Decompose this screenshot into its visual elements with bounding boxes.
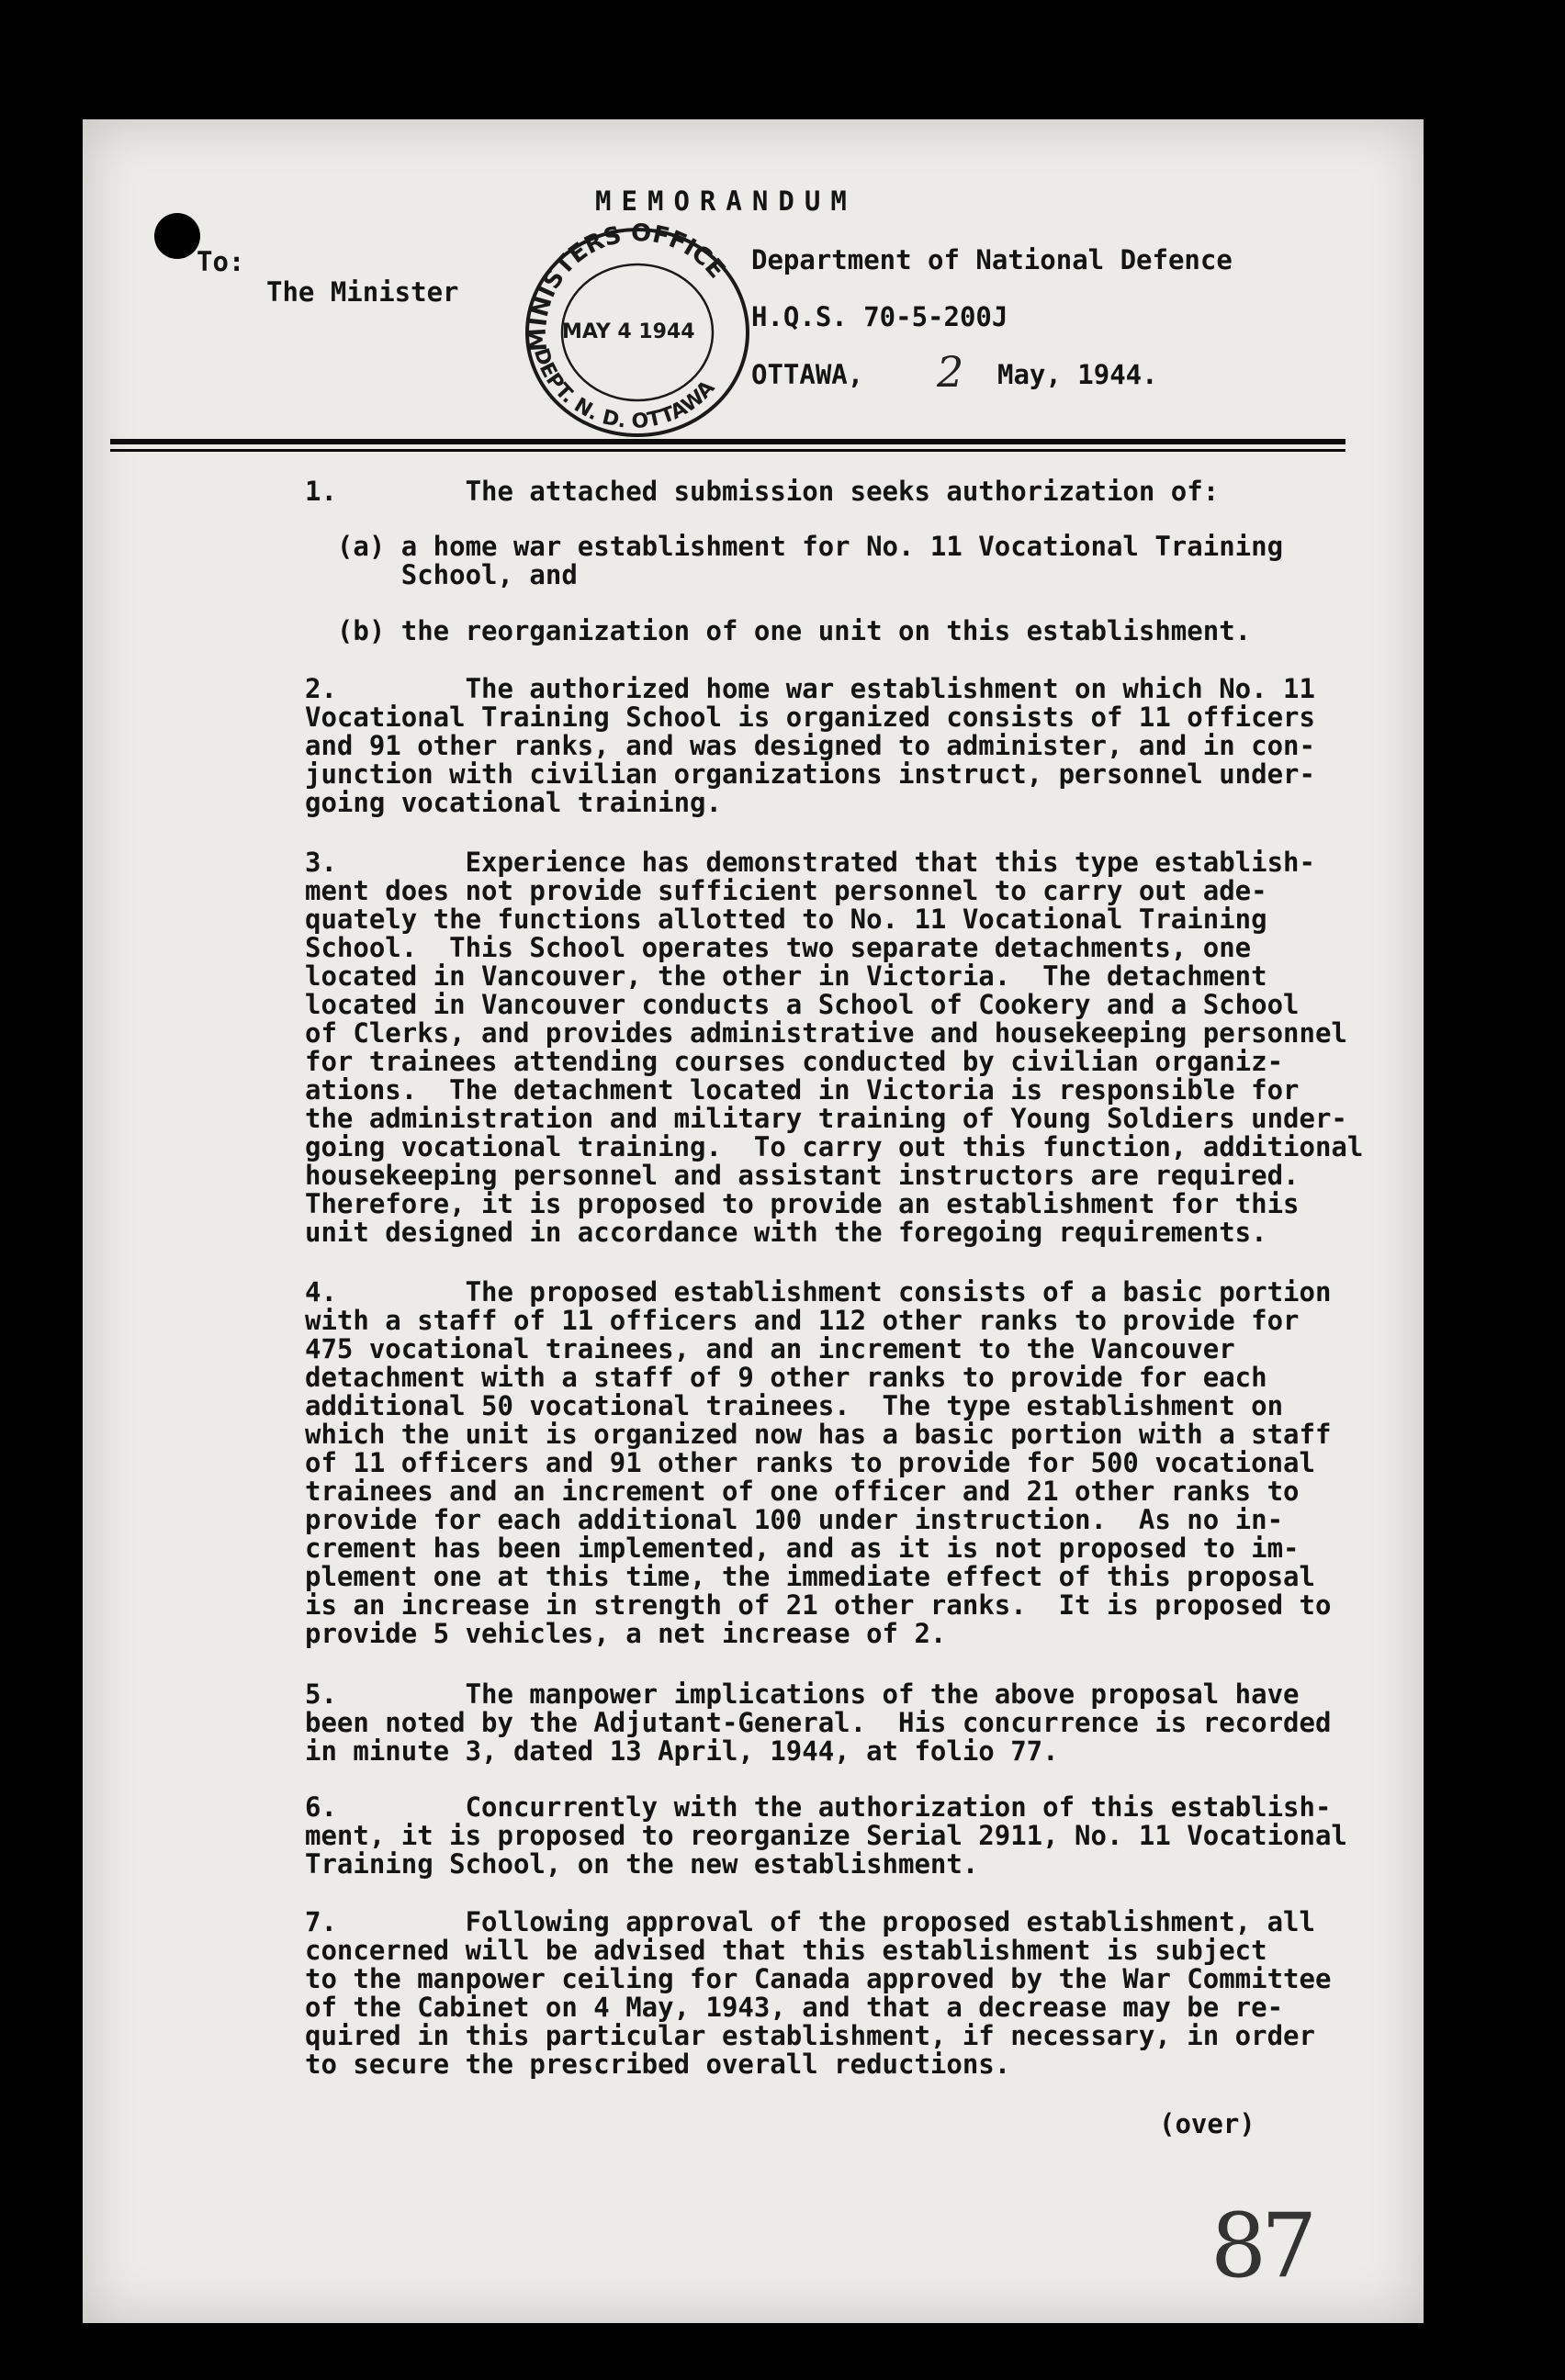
- paragraph-5: 5. The manpower implications of the above proposal have been noted by the Adjutant-General. His concurrence is recorded in minute 3, dated 13 April, 1944, at folio 77.: [305, 1678, 1332, 1767]
- stamp-date: MAY 4 1944: [562, 320, 695, 343]
- memo-place: OTTAWA,: [751, 359, 864, 390]
- to-label: To:: [197, 246, 245, 277]
- paragraph-6: 6. Concurrently with the authorization of this establish- ment, it is proposed to reorganize Serial 2911, No. 11 Vocational Training School, on the new establishment.: [305, 1791, 1347, 1880]
- paragraph-7: 7. Following approval of the proposed establishment, all concerned will be advised that this establishment is subject to the manpower ceiling for Canada approved by the War Committee of the Cabinet on 4 May, 1943, and that a decrease may be re- quired in this particular establishment, if necessary, in order to secure the prescribed overall reductions.: [305, 1906, 1332, 2080]
- recipient: The Minister: [266, 276, 459, 308]
- paragraph-1: 1. The attached submission seeks authorization of:: [305, 476, 1220, 507]
- ministers-office-stamp: [511, 213, 764, 446]
- paragraph-3: 3. Experience has demonstrated that this type establish- ment does not provide sufficient personnel to carry out ade- quately the functions allotted to No. 11 Vocational Training School. This School operates two separate detachments, one located in Vancouver, the other in Victoria. The detachment located in Vancouver conducts a School of Cookery and a School of Clerks, and provides administrative and housekeeping personnel for trainees attending courses conducted by civilian organiz- ations. The detachment located in Victoria is responsible for the administration and military training of Young Soldiers under- going vocational training. To carry out this function, additional housekeeping personnel and assistant instructors are required. Therefore, it is proposed to provide an establishment for this unit designed in accordance with the foregoing requirements.: [305, 847, 1364, 1248]
- over-note: (over): [1159, 2108, 1255, 2139]
- header-rule: [110, 439, 1345, 444]
- stamp-bottom-text: DEPT. N. D. OTTAWA: [528, 345, 720, 434]
- memo-date: May, 1944.: [997, 359, 1158, 390]
- paragraph-4: 4. The proposed establishment consists of a basic portion with a staff of 11 officers and 112 other ranks to provide for 475 vocational trainees, and an increment to the Vancouver detachment with a staff of 9 other ranks to provide for each additional 50 vocational trainees. The type establishment on which the unit is organized now has a basic portion with a staff of 11 officers and 91 other ranks to provide for 500 vocational trainees and an increment of one officer and 21 other ranks to provide for each additional 100 under instruction. As no in- crement has been implemented, and as it is not proposed to im- plement one at this time, the immediate effect of this proposal is an increase in strength of 21 other ranks. It is proposed to provide 5 vehicles, a net increase of 2.: [305, 1276, 1332, 1649]
- punch-hole: [154, 213, 200, 259]
- handwritten-day: 2: [937, 347, 964, 397]
- department: Department of National Defence: [751, 244, 1233, 275]
- folio-number: 87: [1210, 2195, 1312, 2297]
- paragraph-1b: (b) the reorganization of one unit on this establishment.: [305, 615, 1252, 646]
- header-rule-double: [110, 449, 1345, 452]
- paragraph-2: 2. The authorized home war establishment on which No. 11 Vocational Training School is organized consists of 11 officers and 91 other ranks, and was designed to administer, and in con- junction with civilian organizations instruct, personnel under- going vocational training.: [305, 673, 1315, 818]
- paragraph-1a: (a) a home war establishment for No. 11 Vocational Training School, and: [336, 531, 1284, 590]
- stamp-top-text: MINISTERS OFFICE: [524, 219, 731, 353]
- file-reference: H.Q.S. 70-5-200J: [751, 301, 1008, 332]
- memo-title: MEMORANDUM: [595, 185, 857, 217]
